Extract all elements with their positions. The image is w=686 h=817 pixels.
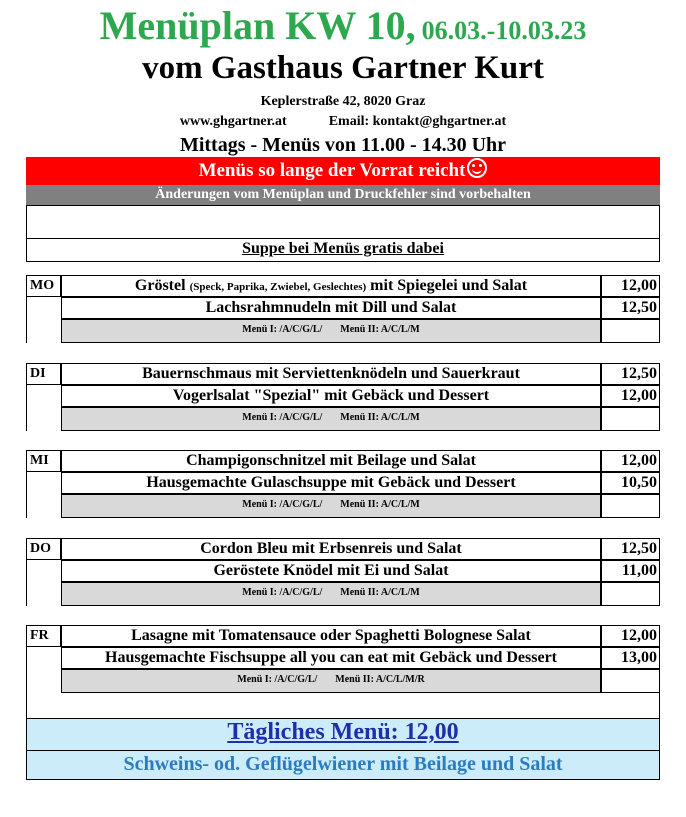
- dish-menu-2: Hausgemachte Fischsuppe all you can eat mit Gebäck und Dessert: [61, 647, 601, 669]
- allergen-info: [61, 582, 601, 606]
- dish-menu-1: Cordon Bleu mit Erbsenreis und Salat: [61, 538, 601, 560]
- day-label: MO: [26, 275, 61, 297]
- title-dates: 06.03.-10.03.23: [421, 16, 587, 45]
- dish-ingredients: (Speck, Paprika, Zwiebel, Geslechtes): [189, 281, 367, 293]
- dish-menu-1: Lasagne mit Tomatensauce oder Spaghetti Bolognese Salat: [61, 625, 601, 647]
- stock-notice-text: Menüs so lange der Vorrat reicht: [198, 160, 466, 181]
- menu-row: [26, 625, 660, 647]
- disclaimer-banner: Änderungen vom Menüplan und Druckfehler sind vorbehalten: [26, 185, 660, 205]
- allergen-row: [26, 319, 660, 343]
- allergen-row: [26, 582, 660, 606]
- empty-price-cell: [601, 582, 660, 606]
- price-menu-2: 11,00: [601, 560, 660, 582]
- stock-notice-banner: [26, 157, 660, 185]
- price-menu-2: 12,50: [601, 297, 660, 319]
- menu-row: [26, 275, 660, 297]
- allergen-menu-2: Menü II: A/C/L/M: [340, 499, 420, 510]
- allergen-info: [61, 669, 601, 693]
- empty-price-cell: [601, 669, 660, 693]
- menu-row: [26, 647, 660, 669]
- menu-row: [26, 385, 660, 407]
- allergen-menu-1: Menü I: /A/C/G/L/: [237, 674, 318, 685]
- allergen-menu-1: Menü I: /A/C/G/L/: [242, 412, 323, 423]
- allergen-menu-2: Menü II: A/C/L/M: [340, 587, 420, 598]
- allergen-info: [61, 407, 601, 431]
- menu-row: [26, 538, 660, 560]
- empty-price-cell: [601, 494, 660, 518]
- dish-menu-2: Lachsrahmnudeln mit Dill und Salat: [61, 297, 601, 319]
- divider: [26, 750, 660, 751]
- menu-row: [26, 297, 660, 319]
- allergen-menu-1: Menü I: /A/C/G/L/: [242, 324, 323, 335]
- contact-line: [0, 114, 686, 130]
- price-menu-1: 12,50: [601, 363, 660, 385]
- day-label: MI: [26, 450, 61, 472]
- smiley-icon: [467, 158, 487, 178]
- empty-price-cell: [601, 407, 660, 431]
- daily-menu-description: Schweins- od. Geflügelwiener mit Beilage und Salat: [123, 753, 563, 775]
- dish-menu-1: [61, 275, 601, 297]
- dish-menu-2: Hausgemachte Gulaschsuppe mit Gebäck und Dessert: [61, 472, 601, 494]
- menu-row: [26, 363, 660, 385]
- day-block-do: [26, 538, 660, 606]
- allergen-info: [61, 319, 601, 343]
- allergen-menu-2: Menü II: A/C/L/M: [340, 324, 420, 335]
- menu-row: [26, 472, 660, 494]
- daily-menu-title: Tägliches Menü: 12,00: [227, 719, 459, 745]
- menu-row: [26, 560, 660, 582]
- opening-hours: Mittags - Menüs von 11.00 - 14.30 Uhr: [179, 134, 507, 156]
- title-week: Menüplan KW 10,: [99, 3, 416, 48]
- allergen-row: [26, 494, 660, 518]
- allergen-row: [26, 407, 660, 431]
- allergen-menu-2: Menü II: A/C/L/M/R: [335, 674, 425, 685]
- day-block-mi: [26, 450, 660, 518]
- day-block-fr: [26, 625, 660, 693]
- dish-menu-1: Champigonschnitzel mit Beilage und Salat: [61, 450, 601, 472]
- day-block-mo: [26, 275, 660, 343]
- page-title: [0, 2, 686, 46]
- dish-menu-2: Geröstete Knödel mit Ei und Salat: [61, 560, 601, 582]
- price-menu-1: 12,00: [601, 625, 660, 647]
- price-menu-2: 12,00: [601, 385, 660, 407]
- price-menu-1: 12,50: [601, 538, 660, 560]
- dish-menu-1: Bauernschmaus mit Serviettenknödeln und Sauerkraut: [61, 363, 601, 385]
- dish-sides: mit Spiegelei und Salat: [370, 277, 528, 294]
- allergen-menu-1: Menü I: /A/C/G/L/: [242, 499, 323, 510]
- day-block-di: [26, 363, 660, 431]
- address: Keplerstraße 42, 8020 Graz: [260, 94, 426, 109]
- allergen-row: [26, 669, 660, 693]
- empty-price-cell: [601, 319, 660, 343]
- price-menu-2: 13,00: [601, 647, 660, 669]
- dish-menu-2: Vogerlsalat "Spezial" mit Gebäck und Dessert: [61, 385, 601, 407]
- restaurant-name: vom Gasthaus Gartner Kurt: [142, 50, 544, 86]
- spacer-box: [26, 692, 660, 718]
- allergen-menu-2: Menü II: A/C/L/M: [340, 412, 420, 423]
- email-link[interactable]: Email: kontakt@ghgartner.at: [328, 114, 507, 129]
- allergen-menu-1: Menü I: /A/C/G/L/: [242, 587, 323, 598]
- price-menu-1: 12,00: [601, 275, 660, 297]
- soup-notice: Suppe bei Menüs gratis dabei: [242, 240, 444, 257]
- day-label: FR: [26, 625, 61, 647]
- allergen-info: [61, 494, 601, 518]
- menu-row: [26, 450, 660, 472]
- dish-name: Gröstel: [134, 277, 186, 294]
- website-link[interactable]: www.ghgartner.at: [179, 114, 287, 129]
- day-label: DI: [26, 363, 61, 385]
- divider: [26, 238, 660, 239]
- price-menu-2: 10,50: [601, 472, 660, 494]
- price-menu-1: 12,00: [601, 450, 660, 472]
- day-label: DO: [26, 538, 61, 560]
